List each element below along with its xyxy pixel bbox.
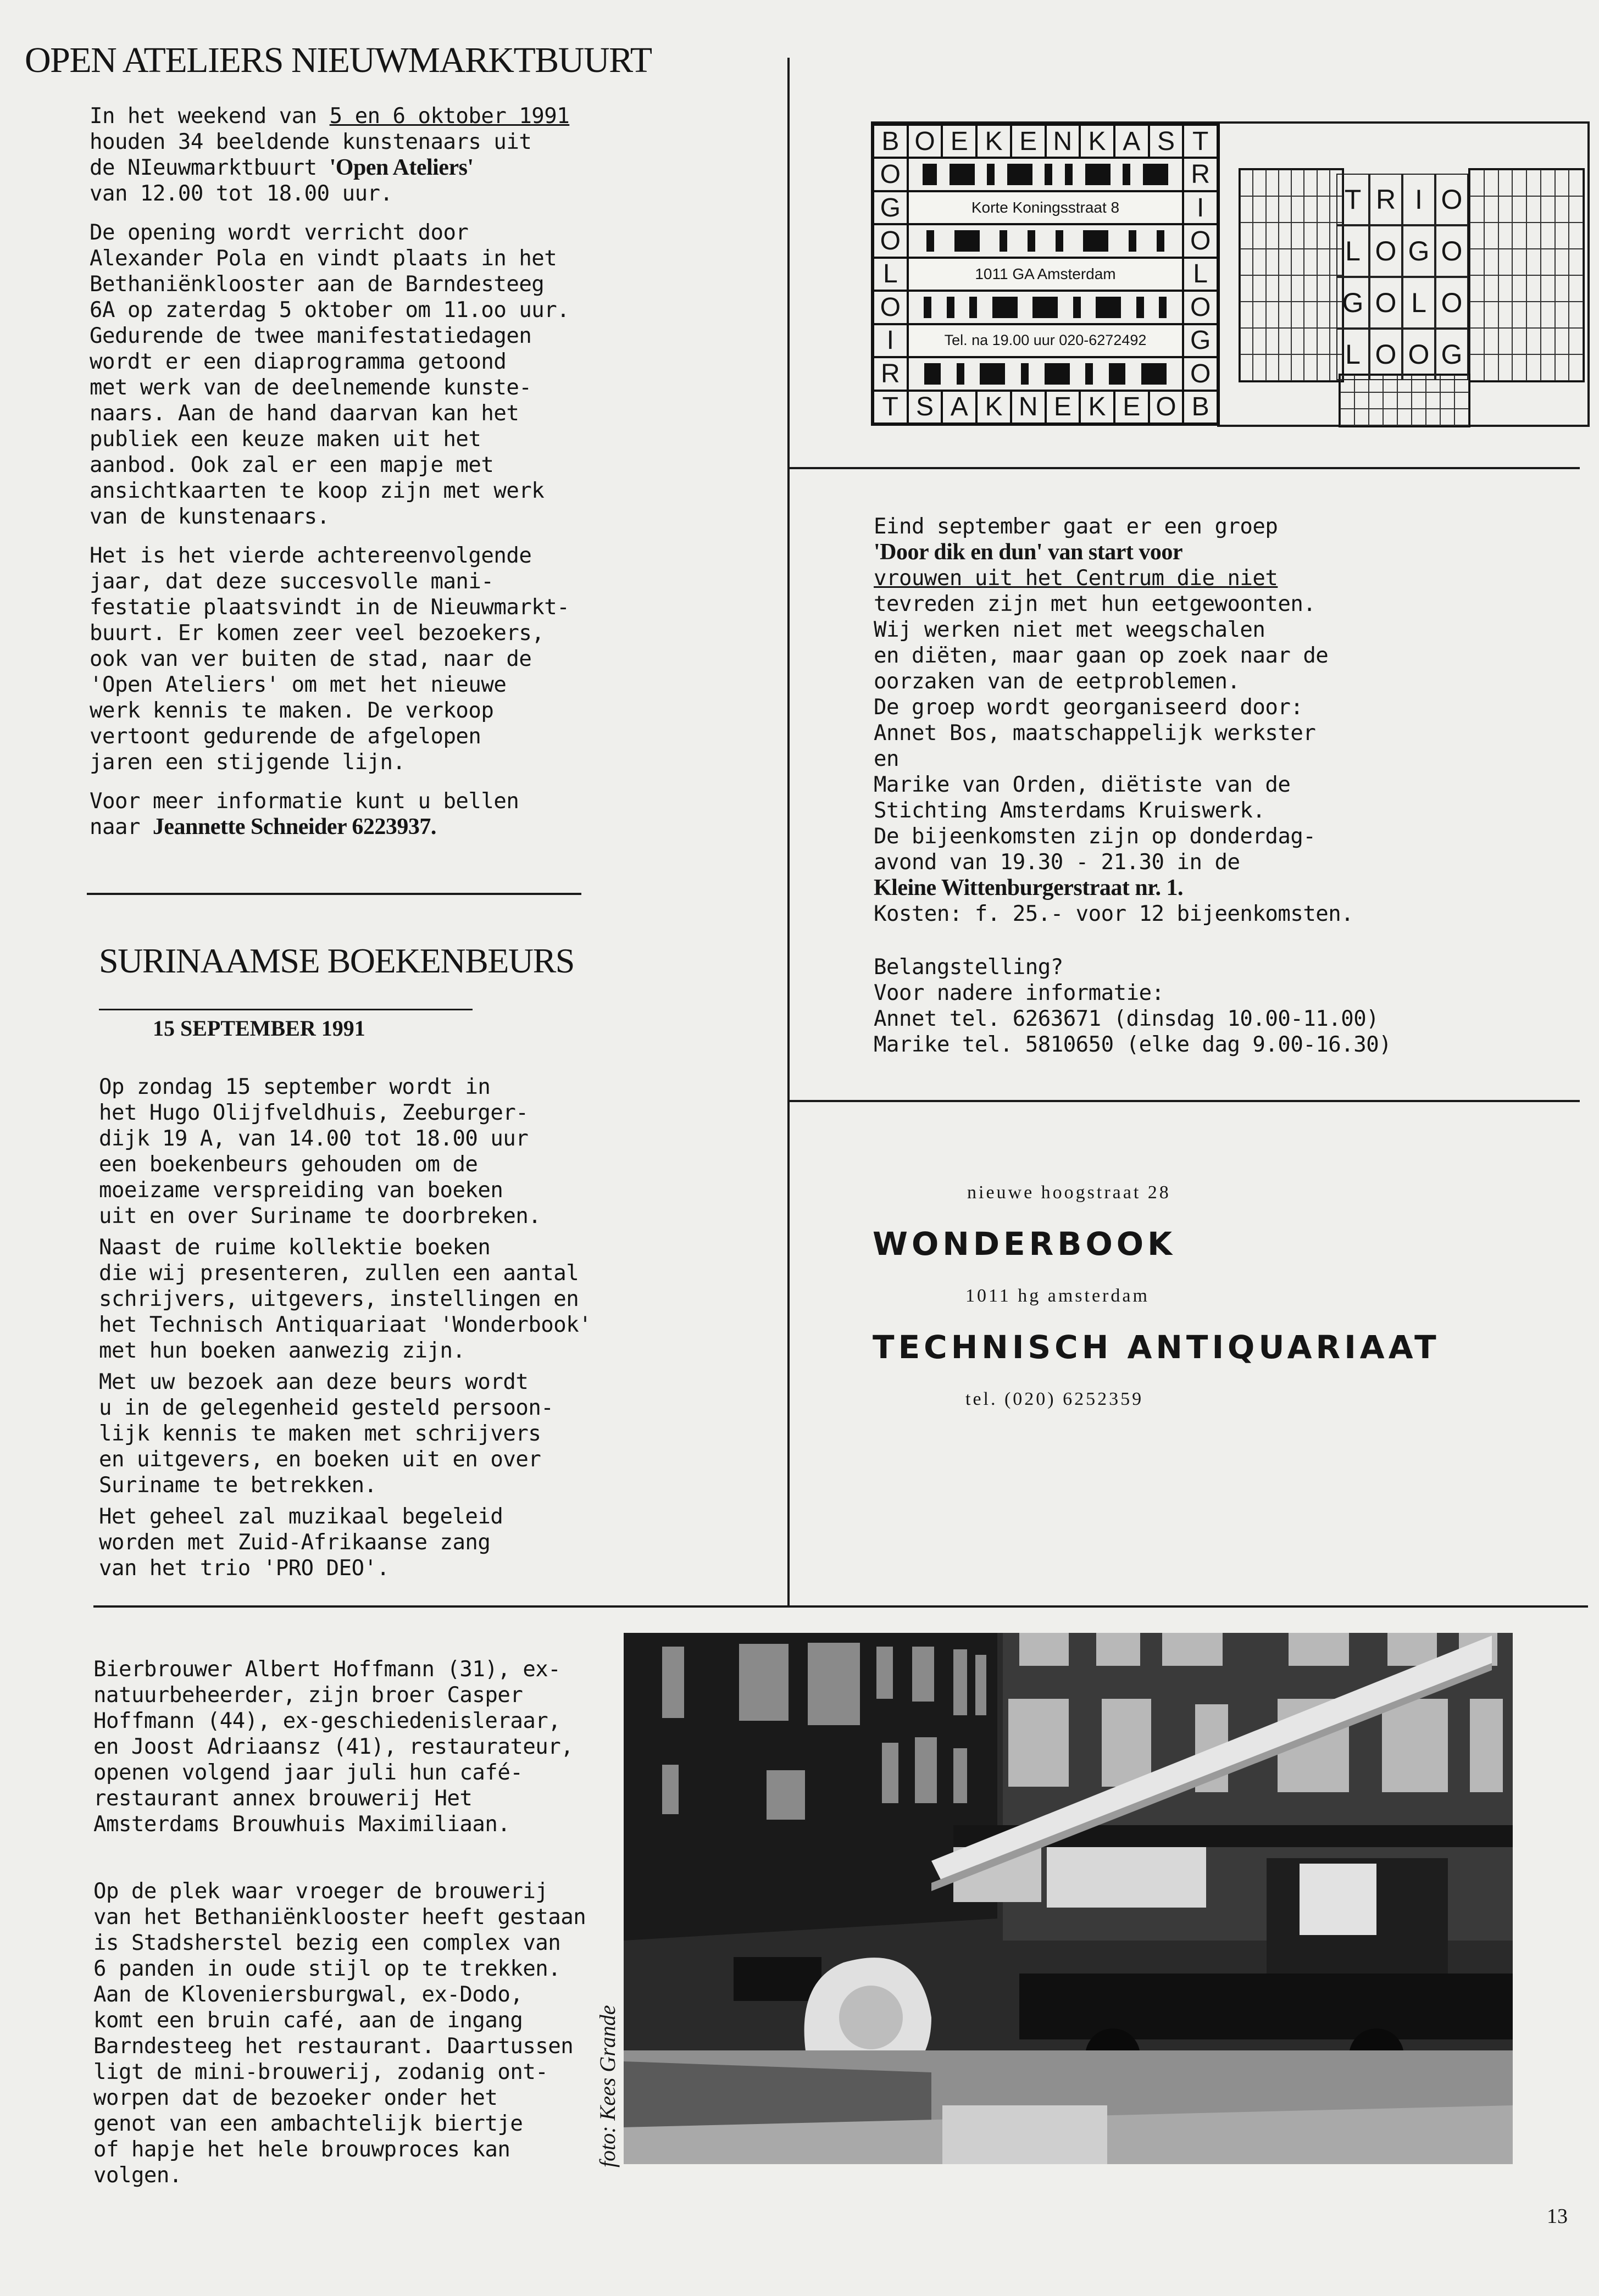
puzzle-cell: [1369, 392, 1383, 409]
barcode-stripe: [908, 224, 1184, 257]
puzzle-cell: [1512, 328, 1526, 354]
puzzle-cell: [1526, 328, 1541, 354]
boekenkast-logo-grid: [871, 123, 1220, 426]
word-puzzle-bottom: [1339, 374, 1470, 427]
puzzle-cell: [1253, 223, 1265, 249]
puzzle-cell: [1253, 170, 1265, 196]
letter-cell: O: [873, 158, 908, 191]
puzzle-cell: [1470, 354, 1484, 381]
letter-cell: O: [1369, 329, 1402, 380]
puzzle-cell: [1240, 354, 1253, 381]
puzzle-cell: [1541, 223, 1555, 249]
letter-cell: N: [1046, 125, 1080, 158]
puzzle-cell: [1291, 354, 1304, 381]
puzzle-cell: [1317, 249, 1330, 275]
puzzle-cell: [1569, 196, 1583, 223]
puzzle-cell: [1240, 249, 1253, 275]
letter-cell: L: [1183, 258, 1218, 291]
puzzle-cell: [1484, 275, 1498, 302]
puzzle-cell: [1304, 354, 1317, 381]
puzzle-cell: [1291, 249, 1304, 275]
letter-cell: N: [1011, 391, 1046, 424]
letter-cell: O: [1183, 357, 1218, 390]
barcode-stripe: [908, 158, 1184, 191]
puzzle-cell: [1498, 328, 1513, 354]
puzzle-cell: [1470, 328, 1484, 354]
puzzle-cell: [1317, 302, 1330, 328]
puzzle-cell: [1555, 249, 1569, 275]
address-line-1: Korte Koningsstraat 8: [908, 191, 1184, 224]
puzzle-cell: [1266, 328, 1279, 354]
puzzle-cell: [1569, 328, 1583, 354]
puzzle-cell: [1526, 275, 1541, 302]
letter-cell: O: [908, 125, 942, 158]
puzzle-cell: [1484, 354, 1498, 381]
puzzle-cell: [1304, 170, 1317, 196]
letter-cell: G: [1402, 225, 1435, 277]
puzzle-cell: [1317, 223, 1330, 249]
puzzle-cell: [1470, 302, 1484, 328]
letter-cell: K: [1080, 391, 1114, 424]
divider: [99, 1009, 473, 1010]
letter-cell: S: [908, 391, 942, 424]
puzzle-cell: [1317, 170, 1330, 196]
street-photo: [624, 1633, 1513, 2164]
puzzle-cell: [1426, 409, 1440, 426]
wonderbook-subtitle: TECHNISCH ANTIQUARIAAT: [873, 1328, 1440, 1366]
puzzle-cell: [1569, 302, 1583, 328]
puzzle-cell: [1470, 196, 1484, 223]
divider: [789, 1100, 1580, 1102]
puzzle-cell: [1484, 302, 1498, 328]
wonderbook-name: WONDERBOOK: [873, 1225, 1176, 1263]
puzzle-cell: [1426, 392, 1440, 409]
puzzle-cell: [1266, 302, 1279, 328]
letter-cell: G: [873, 191, 908, 224]
puzzle-cell: [1317, 275, 1330, 302]
letter-cell: O: [873, 291, 908, 324]
puzzle-cell: [1291, 196, 1304, 223]
barcode-stripe: [908, 291, 1184, 324]
paragraph: Met uw bezoek aan deze beurs wordt u in de gelegenheid gesteld persoon- lijk kennis te maken met schrijvers en uitgevers, en boeken uit en over Suriname te betrekken.: [99, 1370, 554, 1498]
letter-cell: A: [1114, 125, 1149, 158]
letter-cell: O: [1435, 174, 1468, 225]
photo-credit: foto: Kees Grande: [595, 2005, 620, 2167]
puzzle-cell: [1512, 302, 1526, 328]
puzzle-cell: [1253, 328, 1265, 354]
letter-cell: R: [1369, 174, 1402, 225]
paragraph: Eind september gaat er een groep 'Door dik en dun' van start voor vrouwen uit het Centrum die niet tevreden zijn met hun eetgewoonten. Wij werken niet met weegschalen en diëten, maar gaan op zoek naar de oorzaken van de eetproblemen. De groep wordt georganiseerd door: Annet Bos, maatschappelijk werkster en Marike van Orden, diëtiste van de Stichting Amsterdams Kruiswerk. De bijeenkomsten zijn op donderdag- avond van 19.30 - 21.30 in de Kleine Wittenburgerstraat nr. 1. Kosten: f. 25.- voor 12 bijeenkomsten.: [874, 514, 1354, 926]
puzzle-cell: [1440, 409, 1454, 426]
letter-cell: O: [1435, 225, 1468, 277]
puzzle-cell: [1317, 328, 1330, 354]
puzzle-cell: [1279, 302, 1291, 328]
puzzle-cell: [1279, 249, 1291, 275]
puzzle-cell: [1253, 196, 1265, 223]
letter-cell: O: [873, 224, 908, 257]
puzzle-cell: [1454, 409, 1469, 426]
puzzle-cell: [1240, 302, 1253, 328]
puzzle-cell: [1470, 249, 1484, 275]
puzzle-cell: [1541, 328, 1555, 354]
letter-cell: A: [942, 391, 976, 424]
puzzle-cell: [1484, 170, 1498, 196]
letter-cell: T: [1336, 174, 1369, 225]
puzzle-cell: [1541, 170, 1555, 196]
puzzle-cell: [1291, 328, 1304, 354]
letter-cell: G: [1183, 324, 1218, 357]
puzzle-cell: [1569, 354, 1583, 381]
puzzle-cell: [1354, 392, 1369, 409]
letter-cell: O: [1369, 225, 1402, 277]
wonderbook-street: nieuwe hoogstraat 28: [967, 1182, 1171, 1203]
puzzle-cell: [1279, 275, 1291, 302]
puzzle-cell: [1484, 196, 1498, 223]
puzzle-cell: [1498, 302, 1513, 328]
puzzle-cell: [1526, 170, 1541, 196]
letter-cell: O: [1183, 291, 1218, 324]
puzzle-cell: [1266, 223, 1279, 249]
puzzle-cell: [1526, 302, 1541, 328]
puzzle-cell: [1541, 249, 1555, 275]
letter-cell: R: [1183, 158, 1218, 191]
puzzle-cell: [1512, 223, 1526, 249]
letter-cell: O: [1402, 329, 1435, 380]
paragraph: Bierbrouwer Albert Hoffmann (31), ex- natuurbeheerder, zijn broer Casper Hoffmann (44), ex-geschiedenisleraar, en Joost Adriaansz (41), restaurateur, openen volgend jaar juli hun café- restaurant annex brouwerij Het Amsterdams Brouwhuis Maximiliaan.: [93, 1657, 574, 1837]
puzzle-cell: [1512, 196, 1526, 223]
letter-cell: L: [1402, 277, 1435, 329]
puzzle-cell: [1526, 249, 1541, 275]
trio-logo-grid: [1336, 174, 1468, 380]
puzzle-cell: [1317, 196, 1330, 223]
puzzle-cell: [1397, 392, 1412, 409]
puzzle-cell: [1541, 196, 1555, 223]
puzzle-cell: [1240, 328, 1253, 354]
puzzle-cell: [1340, 409, 1354, 426]
puzzle-cell: [1498, 196, 1513, 223]
puzzle-cell: [1412, 392, 1426, 409]
letter-cell: L: [873, 258, 908, 291]
puzzle-cell: [1470, 223, 1484, 249]
barcode-stripe: [908, 357, 1184, 390]
puzzle-cell: [1484, 328, 1498, 354]
puzzle-cell: [1279, 170, 1291, 196]
letter-cell: T: [1183, 125, 1218, 158]
paragraph: Het is het vierde achtereenvolgende jaar, dat deze succesvolle mani- festatie plaatsvindt in de Nieuwmarkt- buurt. Er komen zeer veel bezoekers, ook van ver buiten de stad, naar de 'Open Ateliers' om met het nieuwe werk kennis te maken. De verkoop vertoont gedurende de afgelopen jaren een stijgende lijn.: [90, 543, 570, 775]
puzzle-cell: [1569, 223, 1583, 249]
letter-cell: L: [1336, 329, 1369, 380]
puzzle-cell: [1383, 409, 1397, 426]
puzzle-cell: [1304, 249, 1317, 275]
puzzle-cell: [1304, 328, 1317, 354]
letter-cell: K: [976, 391, 1011, 424]
puzzle-cell: [1498, 170, 1513, 196]
letter-cell: R: [873, 357, 908, 390]
puzzle-cell: [1240, 275, 1253, 302]
letter-cell: O: [1149, 391, 1184, 424]
divider: [87, 893, 581, 895]
puzzle-cell: [1279, 328, 1291, 354]
puzzle-cell: [1555, 328, 1569, 354]
puzzle-cell: [1541, 275, 1555, 302]
page-number: 13: [1547, 2205, 1568, 2228]
puzzle-cell: [1470, 170, 1484, 196]
letter-cell: I: [1402, 174, 1435, 225]
brouwhuis-article: [93, 1656, 588, 2202]
column-divider: [787, 58, 790, 1607]
puzzle-cell: [1291, 170, 1304, 196]
puzzle-cell: [1512, 275, 1526, 302]
puzzle-cell: [1498, 275, 1513, 302]
letter-cell: G: [1435, 329, 1468, 380]
puzzle-cell: [1369, 409, 1383, 426]
letter-cell: T: [873, 391, 908, 424]
paragraph: Op de plek waar vroeger de brouwerij van het Bethaniënklooster heeft gestaan is Stadsherstel bezig een complex van 6 panden in oude stijl op te trekken. Aan de Kloveniersburgwal, ex-Dodo, komt een bruin café, aan de ingang Barndesteeg het restaurant. Daartussen ligt de mini-brouwerij, zodanig ont- worpen dat de bezoeker onder het genot van een ambachtelijk biertje of hapje het hele brouwproces kan volgen.: [93, 1879, 586, 2188]
divider: [93, 1605, 1588, 1608]
puzzle-cell: [1253, 275, 1265, 302]
puzzle-cell: [1317, 354, 1330, 381]
puzzle-cell: [1304, 275, 1317, 302]
letter-cell: E: [942, 125, 976, 158]
wonderbook-phone: tel. (020) 6252359: [965, 1389, 1144, 1409]
puzzle-cell: [1253, 302, 1265, 328]
puzzle-cell: [1541, 354, 1555, 381]
article-title-suriname: SURINAAMSE BOEKENBEURS: [99, 941, 574, 980]
puzzle-cell: [1541, 302, 1555, 328]
puzzle-cell: [1484, 249, 1498, 275]
address-line-2: 1011 GA Amsterdam: [908, 258, 1184, 291]
letter-cell: S: [1149, 125, 1184, 158]
paragraph: In het weekend van 5 en 6 oktober 1991 houden 34 beeldende kunstenaars uit de NIeuwmarktbuurt 'Open Ateliers' van 12.00 tot 18.00 uur.: [90, 104, 570, 206]
letter-cell: B: [1183, 391, 1218, 424]
puzzle-cell: [1304, 196, 1317, 223]
puzzle-cell: [1383, 392, 1397, 409]
puzzle-cell: [1454, 392, 1469, 409]
puzzle-cell: [1266, 249, 1279, 275]
puzzle-cell: [1397, 409, 1412, 426]
puzzle-cell: [1555, 275, 1569, 302]
ad-frame-right: [1587, 121, 1590, 427]
puzzle-cell: [1412, 409, 1426, 426]
puzzle-cell: [1240, 223, 1253, 249]
puzzle-cell: [1440, 392, 1454, 409]
puzzle-cell: [1526, 354, 1541, 381]
puzzle-cell: [1266, 275, 1279, 302]
puzzle-cell: [1555, 170, 1569, 196]
puzzle-cell: [1526, 196, 1541, 223]
paragraph: De opening wordt verricht door Alexander Pola en vindt plaats in het Bethaniënklooster aan de Barndesteeg 6A op zaterdag 5 oktober om 11.oo uur. Gedurende de twee manifestatiedagen wordt er een diaprogramma getoond met werk van de deelnemende kunste- naars. Aan de hand daarvan kan het publiek een keuze maken uit het aanbod. Ook zal er een mapje met ansichtkaarten te koop zijn met werk van de kunstenaars.: [90, 220, 570, 529]
letter-cell: K: [976, 125, 1011, 158]
letter-cell: O: [1369, 277, 1402, 329]
wonderbook-city: 1011 hg amsterdam: [965, 1286, 1150, 1306]
paragraph: Belangstelling? Voor nadere informatie: Annet tel. 6263671 (dinsdag 10.00-11.00) Marike tel. 5810650 (elke dag 9.00-16.30): [874, 955, 1392, 1057]
letter-cell: L: [1336, 225, 1369, 277]
puzzle-cell: [1340, 392, 1354, 409]
puzzle-cell: [1291, 275, 1304, 302]
article-title-open-ateliers: OPEN ATELIERS NIEUWMARKTBUURT: [25, 40, 652, 80]
puzzle-cell: [1304, 223, 1317, 249]
phone-line: Tel. na 19.00 uur 020-6272492: [908, 324, 1184, 357]
puzzle-cell: [1512, 249, 1526, 275]
puzzle-cell: [1569, 249, 1583, 275]
puzzle-cell: [1266, 354, 1279, 381]
paragraph: Op zondag 15 september wordt in het Hugo Olijfveldhuis, Zeeburger- dijk 19 A, van 14.00 tot 18.00 uur een boekenbeurs gehouden om de moeizame verspreiding van boeken uit en over Suriname te doorbreken.: [99, 1075, 541, 1228]
suriname-body: [99, 1074, 593, 1594]
letter-cell: E: [1011, 125, 1046, 158]
puzzle-cell: [1253, 249, 1265, 275]
puzzle-cell: [1266, 196, 1279, 223]
word-puzzle-right: [1468, 168, 1585, 382]
puzzle-cell: [1304, 302, 1317, 328]
groep-article: [874, 514, 1577, 1071]
puzzle-cell: [1470, 275, 1484, 302]
puzzle-cell: [1526, 223, 1541, 249]
divider: [789, 467, 1580, 469]
puzzle-cell: [1291, 302, 1304, 328]
puzzle-cell: [1555, 354, 1569, 381]
puzzle-cell: [1484, 223, 1498, 249]
puzzle-cell: [1240, 196, 1253, 223]
letter-cell: I: [1183, 191, 1218, 224]
puzzle-cell: [1498, 249, 1513, 275]
paragraph: Voor meer informatie kunt u bellen naar Jeannette Schneider 6223937.: [90, 789, 519, 840]
paragraph: Naast de ruime kollektie boeken die wij presenteren, zullen een aantal schrijvers, uitgevers, instellingen en het Technisch Antiquariaat 'Wonderbook' met hun boeken aanwezig zijn.: [99, 1235, 592, 1363]
puzzle-cell: [1498, 354, 1513, 381]
event-date: 15 SEPTEMBER 1991: [153, 1016, 365, 1041]
open-ateliers-body: [90, 103, 584, 853]
puzzle-cell: [1279, 196, 1291, 223]
puzzle-cell: [1279, 223, 1291, 249]
letter-cell: E: [1046, 391, 1080, 424]
letter-cell: O: [1183, 224, 1218, 257]
letter-cell: B: [873, 125, 908, 158]
puzzle-cell: [1569, 170, 1583, 196]
puzzle-cell: [1569, 275, 1583, 302]
puzzle-cell: [1253, 354, 1265, 381]
puzzle-cell: [1354, 409, 1369, 426]
puzzle-cell: [1498, 223, 1513, 249]
letter-cell: E: [1114, 391, 1149, 424]
puzzle-cell: [1512, 354, 1526, 381]
puzzle-cell: [1512, 170, 1526, 196]
letter-cell: I: [873, 324, 908, 357]
puzzle-cell: [1279, 354, 1291, 381]
paragraph: Het geheel zal muzikaal begeleid worden met Zuid-Afrikaanse zang van het trio 'PRO DEO'.: [99, 1504, 503, 1581]
letter-cell: G: [1336, 277, 1369, 329]
puzzle-cell: [1555, 302, 1569, 328]
word-puzzle-left: [1239, 168, 1344, 382]
letter-cell: K: [1080, 125, 1114, 158]
puzzle-cell: [1555, 196, 1569, 223]
letter-cell: O: [1435, 277, 1468, 329]
puzzle-cell: [1291, 223, 1304, 249]
puzzle-cell: [1266, 170, 1279, 196]
puzzle-cell: [1240, 170, 1253, 196]
puzzle-cell: [1555, 223, 1569, 249]
